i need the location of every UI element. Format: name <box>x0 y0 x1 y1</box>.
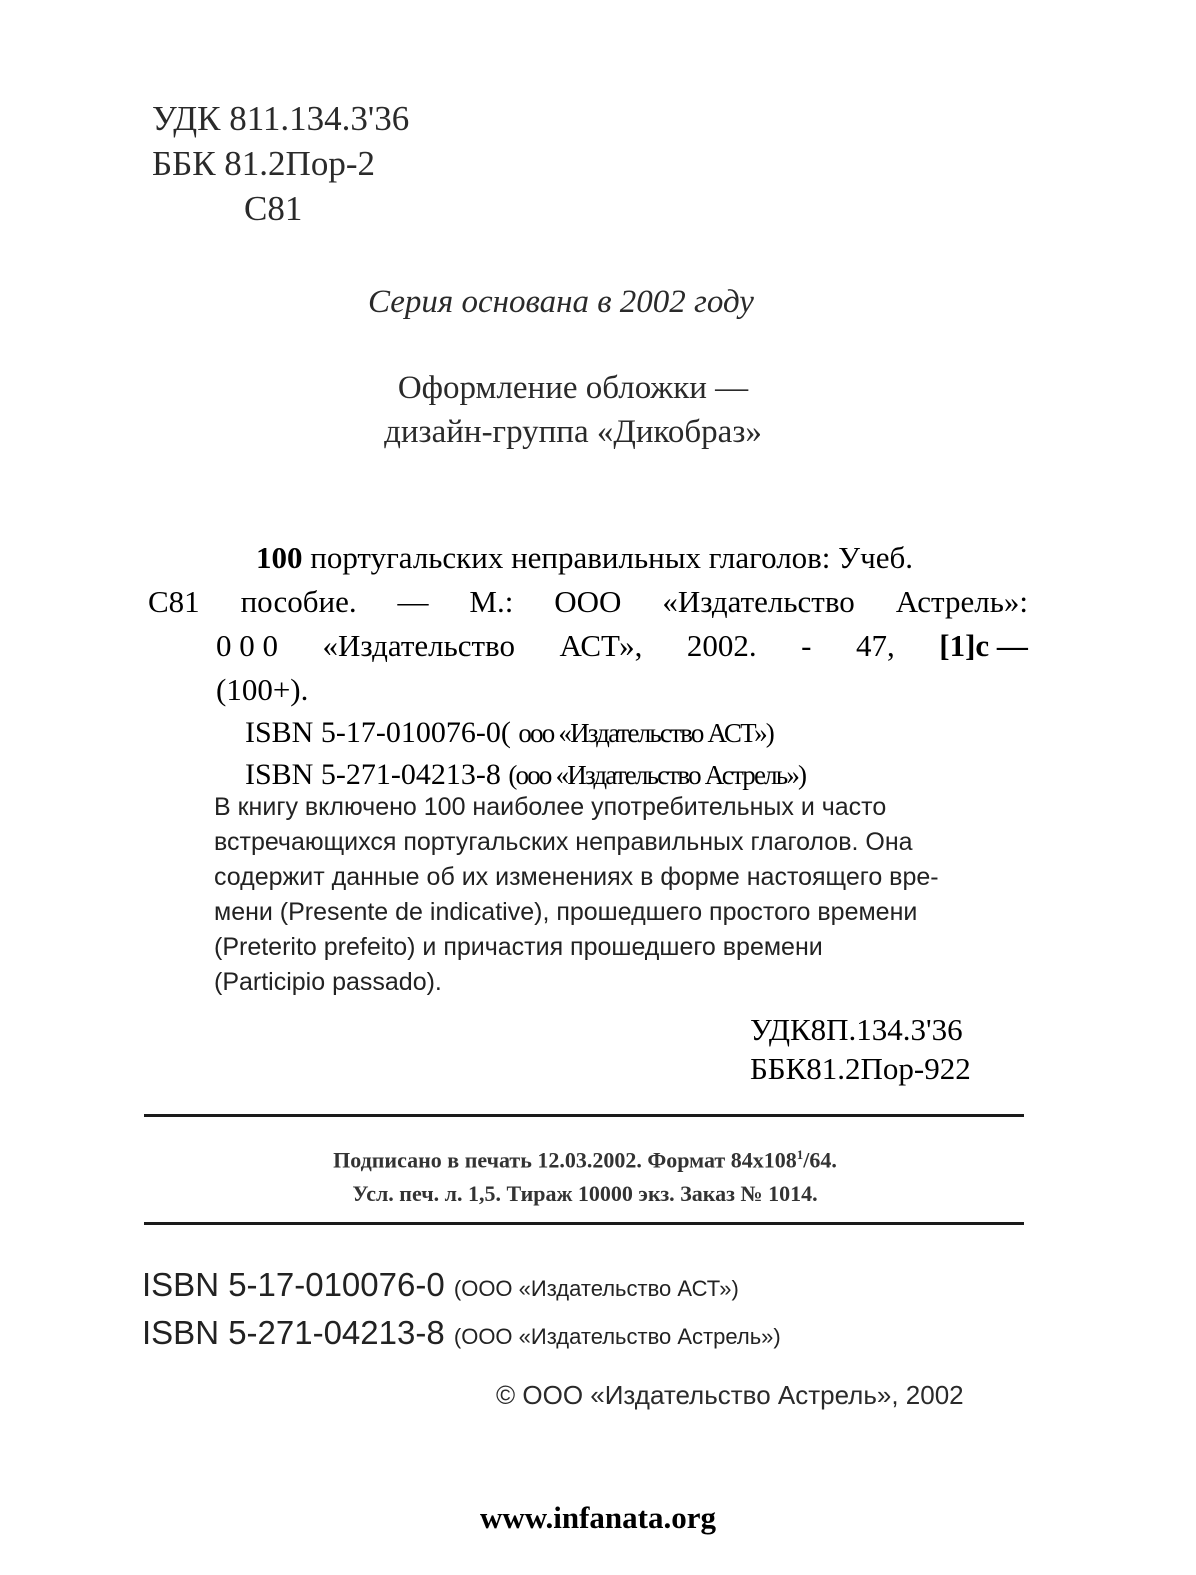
divider-top <box>144 1114 1024 1117</box>
classification-codes <box>750 1010 971 1088</box>
isbn-number: ISBN 5-271-04213-8 <box>142 1314 445 1351</box>
bib-word: 2002. <box>686 628 757 663</box>
bib-author-mark: С81 <box>148 584 200 619</box>
bib-title: португальских неправильных глаголов: Учеб. <box>310 540 913 575</box>
annotation-line: мени (Presente de indicative), прошедшего простого времени <box>214 898 918 926</box>
bib-word: «Издательство <box>662 584 855 619</box>
bibliographic-record <box>148 536 1028 712</box>
annotation-line: (Participio passado). <box>214 968 442 996</box>
isbn-publisher: (ооо «Издательство Астрель») <box>508 760 806 790</box>
bib-word: Астрель»: <box>895 584 1028 619</box>
classification-udk: УДК8П.134.3'36 <box>750 1012 963 1047</box>
bib-word: 0 0 0 <box>216 628 278 663</box>
bib-pages: [1]с — <box>939 628 1028 663</box>
series-note: Серия основана в 2002 году <box>368 284 754 320</box>
annotation-line: встречающихся португальских неправильных глаголов. Она <box>214 828 913 856</box>
isbn-publisher: (ООО «Издательство Астрель») <box>453 1324 781 1349</box>
annotation-paragraph <box>214 790 1024 1000</box>
bib-title-line <box>148 536 1028 580</box>
bib-number: 100 <box>256 540 303 575</box>
bib-word: «Издательство <box>322 628 515 663</box>
print-imprint <box>0 1138 1170 1211</box>
isbn-publisher: (ООО «Издательство АСТ») <box>453 1276 739 1301</box>
bib-line-3 <box>148 624 1028 668</box>
bib-line-4: (100+). <box>216 672 309 707</box>
imprint-tail: /64. <box>803 1147 837 1173</box>
isbn-number: ISBN 5-17-010076-0( <box>245 716 511 749</box>
website-link[interactable]: www.infanata.org <box>480 1500 716 1535</box>
cover-design-credit <box>0 366 1146 454</box>
imprint-line-1 <box>0 1138 1170 1177</box>
top-classification-codes <box>152 96 409 231</box>
imprint-fraction: 1 <box>796 1147 804 1162</box>
imprint-main: Подписано в печать 12.03.2002. Формат 84x108 <box>333 1147 797 1173</box>
author-mark: С81 <box>244 189 303 228</box>
bib-word: ООО <box>554 584 622 619</box>
isbn-block-line <box>142 1263 781 1311</box>
divider-bottom <box>144 1222 1024 1225</box>
copyright-notice: © ООО «Издательство Астрель», 2002 <box>496 1380 964 1410</box>
bib-word: М.: <box>469 584 514 619</box>
annotation-line: В книгу включено 100 наиболее употребительных и часто <box>214 793 887 821</box>
bib-word: - <box>801 628 812 663</box>
isbn-block <box>142 1263 781 1359</box>
imprint-line-2: Усл. печ. л. 1,5. Тираж 10000 экз. Заказ № 1014. <box>352 1181 818 1207</box>
bib-word: пособие. <box>240 584 357 619</box>
classification-bbk: ББК81.2Пор-922 <box>750 1051 971 1086</box>
bib-word: 47, <box>856 628 895 663</box>
bib-line-2 <box>148 580 1028 624</box>
udk-code: УДК 811.134.3'36 <box>152 99 410 138</box>
annotation-line: (Preterito prefeito) и причастия прошедшего времени <box>214 933 823 961</box>
isbn-number: ISBN 5-271-04213-8 <box>245 758 501 791</box>
bib-word: — <box>397 584 429 619</box>
isbn-block-line <box>142 1311 781 1359</box>
isbn-publisher: ооо «Издательство АСТ») <box>518 718 773 748</box>
bbk-code: ББК 81.2Пор-2 <box>152 144 375 183</box>
cover-design-line-1: Оформление обложки — <box>397 370 749 406</box>
record-isbn-line <box>245 712 805 754</box>
isbn-number: ISBN 5-17-010076-0 <box>142 1266 445 1303</box>
record-isbn-list <box>245 712 805 796</box>
cover-design-line-2: дизайн-группа «Дикобраз» <box>384 414 762 450</box>
bib-word: АСТ», <box>559 628 643 663</box>
annotation-line: содержит данные об их изменениях в форме настоящего вре- <box>214 863 939 891</box>
